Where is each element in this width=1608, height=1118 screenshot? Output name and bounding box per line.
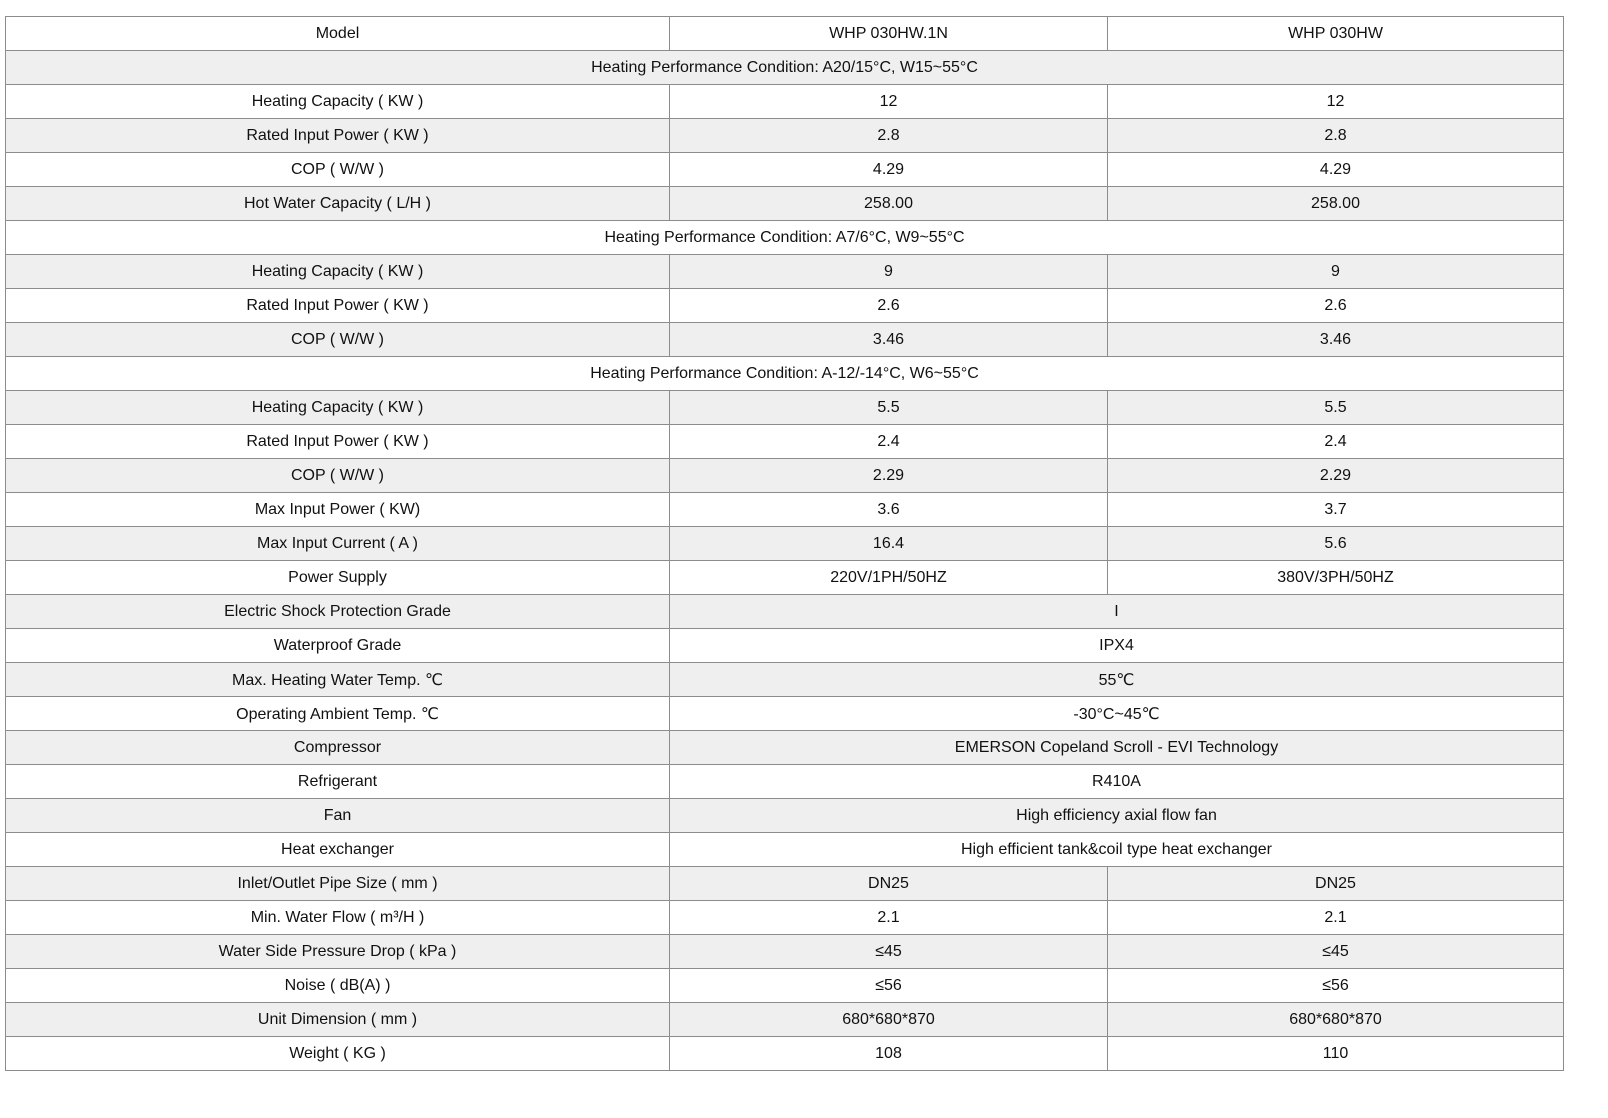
- spec-value-model-2: 12: [1108, 85, 1564, 119]
- spec-value-shared: High efficient tank&coil type heat exchanger: [670, 833, 1564, 867]
- spec-label: Max Input Current ( A ): [6, 527, 670, 561]
- spec-value-model-1: 108: [670, 1037, 1108, 1071]
- spec-value-model-2: 2.4: [1108, 425, 1564, 459]
- spec-label: Fan: [6, 799, 670, 833]
- spec-value-model-1: 4.29: [670, 153, 1108, 187]
- spec-value-shared: 55℃: [670, 663, 1564, 697]
- spec-label: Rated Input Power ( KW ): [6, 425, 670, 459]
- spec-value-model-1: 2.8: [670, 119, 1108, 153]
- spec-label: COP ( W/W ): [6, 153, 670, 187]
- header-model-1: WHP 030HW.1N: [670, 17, 1108, 51]
- table-row: [6, 561, 1564, 595]
- table-row: [6, 119, 1564, 153]
- section-header-row: [6, 357, 1564, 391]
- spec-value-model-2: 110: [1108, 1037, 1564, 1071]
- section-title: Heating Performance Condition: A7/6°C, W9~55°C: [6, 221, 1564, 255]
- spec-label: Water Side Pressure Drop ( kPa ): [6, 935, 670, 969]
- spec-value-model-1: 2.1: [670, 901, 1108, 935]
- spec-value-shared: IPX4: [670, 629, 1564, 663]
- table-row: [6, 527, 1564, 561]
- table-row: [6, 969, 1564, 1003]
- spec-value-model-2: 3.46: [1108, 323, 1564, 357]
- table-row: [6, 663, 1564, 697]
- section-title: Heating Performance Condition: A20/15°C, W15~55°C: [6, 51, 1564, 85]
- spec-label: Noise ( dB(A) ): [6, 969, 670, 1003]
- table-row: [6, 1037, 1564, 1071]
- spec-value-model-1: 3.6: [670, 493, 1108, 527]
- table-row: [6, 153, 1564, 187]
- spec-label: COP ( W/W ): [6, 323, 670, 357]
- header-model-2: WHP 030HW: [1108, 17, 1564, 51]
- table-row: [6, 867, 1564, 901]
- spec-value-shared: High efficiency axial flow fan: [670, 799, 1564, 833]
- spec-value-model-1: 3.46: [670, 323, 1108, 357]
- spec-value-model-1: 12: [670, 85, 1108, 119]
- spec-label: Electric Shock Protection Grade: [6, 595, 670, 629]
- table-row: [6, 595, 1564, 629]
- spec-value-model-2: 5.5: [1108, 391, 1564, 425]
- spec-table: [5, 16, 1564, 1071]
- spec-label: Heat exchanger: [6, 833, 670, 867]
- spec-value-model-1: 2.6: [670, 289, 1108, 323]
- spec-value-model-1: ≤56: [670, 969, 1108, 1003]
- spec-label: Heating Capacity ( KW ): [6, 391, 670, 425]
- spec-value-model-2: 4.29: [1108, 153, 1564, 187]
- table-row: [6, 1003, 1564, 1037]
- spec-value-model-1: 9: [670, 255, 1108, 289]
- table-row: [6, 493, 1564, 527]
- spec-value-model-1: DN25: [670, 867, 1108, 901]
- spec-value-model-2: 680*680*870: [1108, 1003, 1564, 1037]
- spec-value-model-1: 680*680*870: [670, 1003, 1108, 1037]
- spec-label: Weight ( KG ): [6, 1037, 670, 1071]
- spec-label: Heating Capacity ( KW ): [6, 255, 670, 289]
- spec-value-model-2: 380V/3PH/50HZ: [1108, 561, 1564, 595]
- spec-label: Rated Input Power ( KW ): [6, 289, 670, 323]
- spec-value-shared: -30°C~45℃: [670, 697, 1564, 731]
- table-row: [6, 799, 1564, 833]
- spec-value-model-2: 5.6: [1108, 527, 1564, 561]
- spec-label: Rated Input Power ( KW ): [6, 119, 670, 153]
- table-row: [6, 629, 1564, 663]
- table-row: [6, 697, 1564, 731]
- spec-label: Compressor: [6, 731, 670, 765]
- spec-label: Waterproof Grade: [6, 629, 670, 663]
- spec-label: Heating Capacity ( KW ): [6, 85, 670, 119]
- section-header-row: [6, 51, 1564, 85]
- spec-label: Max. Heating Water Temp. ℃: [6, 663, 670, 697]
- spec-value-model-1: 258.00: [670, 187, 1108, 221]
- spec-value-model-1: 220V/1PH/50HZ: [670, 561, 1108, 595]
- header-model-label: Model: [6, 17, 670, 51]
- spec-value-model-1: 5.5: [670, 391, 1108, 425]
- table-row: [6, 323, 1564, 357]
- spec-value-shared: R410A: [670, 765, 1564, 799]
- spec-value-model-2: 258.00: [1108, 187, 1564, 221]
- spec-value-model-2: 2.8: [1108, 119, 1564, 153]
- table-row: [6, 391, 1564, 425]
- spec-value-model-2: DN25: [1108, 867, 1564, 901]
- spec-value-shared: I: [670, 595, 1564, 629]
- spec-value-model-2: 9: [1108, 255, 1564, 289]
- header-row: [6, 17, 1564, 51]
- spec-label: Max Input Power ( KW): [6, 493, 670, 527]
- table-row: [6, 255, 1564, 289]
- spec-value-model-2: 2.6: [1108, 289, 1564, 323]
- spec-label: Min. Water Flow ( m³/H ): [6, 901, 670, 935]
- spec-label: Unit Dimension ( mm ): [6, 1003, 670, 1037]
- table-row: [6, 833, 1564, 867]
- spec-value-model-1: 2.4: [670, 425, 1108, 459]
- spec-label: Inlet/Outlet Pipe Size ( mm ): [6, 867, 670, 901]
- spec-label: Refrigerant: [6, 765, 670, 799]
- spec-value-model-2: ≤56: [1108, 969, 1564, 1003]
- table-row: [6, 289, 1564, 323]
- spec-value-model-2: ≤45: [1108, 935, 1564, 969]
- spec-value-shared: EMERSON Copeland Scroll - EVI Technology: [670, 731, 1564, 765]
- section-title: Heating Performance Condition: A-12/-14°C, W6~55°C: [6, 357, 1564, 391]
- section-header-row: [6, 221, 1564, 255]
- spec-value-model-1: 2.29: [670, 459, 1108, 493]
- table-row: [6, 731, 1564, 765]
- spec-value-model-2: 2.1: [1108, 901, 1564, 935]
- table-row: [6, 901, 1564, 935]
- table-row: [6, 425, 1564, 459]
- spec-label: COP ( W/W ): [6, 459, 670, 493]
- spec-value-model-1: 16.4: [670, 527, 1108, 561]
- table-row: [6, 187, 1564, 221]
- spec-table-container: [5, 16, 1563, 1071]
- spec-value-model-2: 2.29: [1108, 459, 1564, 493]
- table-row: [6, 459, 1564, 493]
- spec-label: Hot Water Capacity ( L/H ): [6, 187, 670, 221]
- spec-label: Operating Ambient Temp. ℃: [6, 697, 670, 731]
- table-row: [6, 85, 1564, 119]
- spec-value-model-2: 3.7: [1108, 493, 1564, 527]
- table-row: [6, 765, 1564, 799]
- spec-label: Power Supply: [6, 561, 670, 595]
- spec-value-model-1: ≤45: [670, 935, 1108, 969]
- table-row: [6, 935, 1564, 969]
